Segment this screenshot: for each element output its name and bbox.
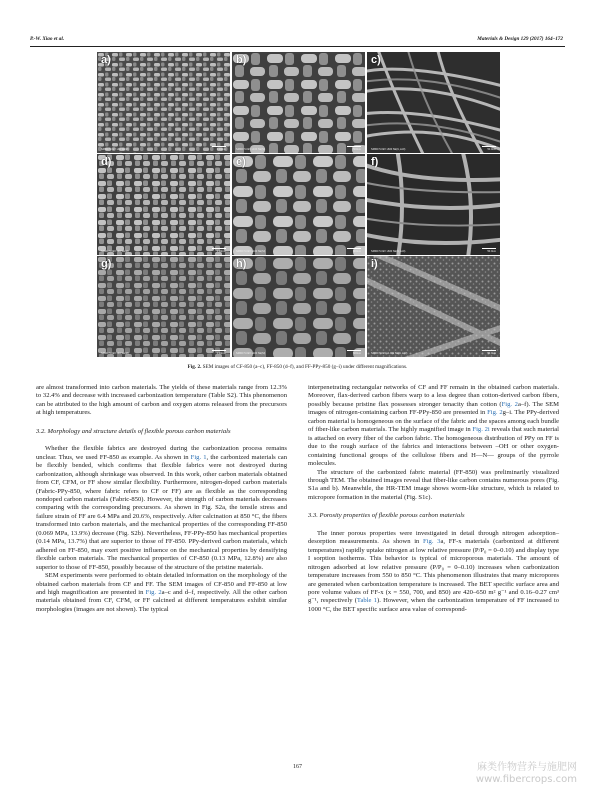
sem-info: S4800 5.0kV x1.00k SE(U,LA0) — [371, 352, 408, 355]
figure-link[interactable]: Fig. 2 — [501, 400, 518, 408]
watermark — [476, 762, 577, 786]
caption-text: SEM images of CF-850 (a–c), FF-850 (d–f), and FF-PPy-850 (g–i) under different magnifications. — [201, 364, 408, 370]
running-header-journal: Materials & Design 129 (2017) 164–172 — [477, 36, 563, 42]
sem-panel-i — [367, 256, 500, 357]
sem-info: S4800 5.0kV x40 SE(M) — [101, 250, 129, 253]
table-link[interactable]: Table 1 — [356, 597, 377, 605]
header-rule — [30, 46, 565, 47]
sem-info: S4800 5.0kV x100 SE(M) — [236, 148, 266, 151]
fiber-texture-image — [367, 52, 500, 153]
figure-link[interactable]: Fig. 2 — [487, 409, 503, 417]
scale-bar: 50.0um — [487, 148, 496, 151]
scale-bar: 50.0um — [487, 352, 496, 355]
section-title: 3.3. Porosity properties of flexible porous carbon materials — [308, 512, 465, 520]
woven-texture-image — [232, 256, 365, 357]
panel-label: a) — [101, 54, 111, 66]
sem-panel-d — [97, 154, 230, 255]
sem-panel-g — [97, 256, 230, 357]
panel-label: i) — [371, 258, 378, 270]
right-column — [308, 384, 559, 614]
scale-bar: 500um — [353, 352, 361, 355]
scale-bar: 50.0um — [487, 250, 496, 253]
panel-label: f) — [371, 156, 379, 168]
sem-panel-h — [232, 256, 365, 357]
panel-label: c) — [371, 54, 381, 66]
sem-panel-c — [367, 52, 500, 153]
woven-texture-image — [232, 154, 365, 255]
sem-panel-b — [232, 52, 365, 153]
fiber-texture-image — [367, 256, 500, 357]
sem-figure — [97, 52, 500, 358]
paragraph: The structure of the carbonized fabric material (FF-850) was preliminarily visualized through TEM. The obtained images reveal that fiber-like carbon contains numerous pores (Fig. S1a and b). Meanwhile, the HR-TEM image shows worm-like structure, which is related to micropore formation in the material (Fig. S1c). — [308, 468, 559, 501]
sem-info: S4800 5.0kV x100 SE(M) — [236, 352, 266, 355]
woven-texture-image — [97, 52, 230, 153]
figure-link[interactable]: Fig. 2 — [145, 588, 162, 596]
panel-label: h) — [236, 258, 247, 270]
figure-link[interactable]: Fig. 1 — [190, 453, 207, 461]
caption-label: Fig. 2. — [187, 364, 202, 370]
scale-bar: 1.00mm — [216, 250, 226, 253]
sem-info: S4800 5.0kV x40 SE(M) — [101, 352, 129, 355]
panel-label: d) — [101, 156, 112, 168]
sem-panel-a — [97, 52, 230, 153]
section-title: 3.2. Morphology and structure details of flexible porous carbon materials — [36, 427, 231, 435]
scale-bar: 1.00mm — [216, 148, 226, 151]
panel-label: g) — [101, 258, 112, 270]
scale-bar: 500um — [353, 250, 361, 253]
sem-info: S4800 5.0kV x40 SE(M) — [101, 148, 129, 151]
paragraph: interpenetrating rectangular networks of CF and FF remain in the obtained carbon materials. Moreover, flax-derived carbon fibers warp to a less degree than cotton-derived carbon fibers, possibly because pristine flax possesses stronger tenacity than cotton (Fig. 2a–f). The SEM images of nitrogen-containing carbon FF-PPy-850 are presented in Fig. 2g–i. The PPy-derived carbon material is homogeneous on the surface of the fabric and the spaces among each bundle of fiber-like carbon materials. The highly magnified image in Fig. 2i reveals that such material is attached on every fiber of the carbon fabric. The homogeneous distribution of PPy on FF is due to the rough surface of the fabrics and interactions between –OH or other oxygen-containing functional groups of the cellulose fibers and H—N— groups of the pyrrole molecules. — [308, 384, 559, 468]
paragraph: The inner porous properties were investigated in detail through nitrogen adsorption–desorption measurements. As shown in Fig. 3a, FF-x materials (carbonized at different temperatures) rapidly uptake nitrogen at low relative pressure (P/P₀ = 0–0.10) and display type I sorption isotherms. This behavior is typical of microporous materials. The amount of nitrogen adsorbed at low relative pressure (P/P₀ = 0–0.10) increases when carbonization temperature increases from 550 to 850 °C. This phenomenon illustrates that many micropores are generated when carbonization temperature is increased. The BET specific surface area and pore volume values of FF-x (x = 550, 700, and 850) are 420–650 m² g⁻¹ and 0.16–0.27 cm³ g⁻¹, respectively (Table 1). However, when the carbonization temperature of FF increased to 1000 °C, the BET specific surface area value of correspond- — [308, 529, 560, 613]
watermark-line: 麻类作物营养与施肥网 — [477, 762, 577, 773]
sem-panel-f — [367, 154, 500, 255]
fiber-texture-image — [367, 154, 500, 255]
left-column — [36, 384, 287, 614]
page-number: 167 — [293, 764, 302, 770]
watermark-url: www.fibercrops.com — [475, 774, 577, 785]
scale-bar: 500um — [353, 148, 361, 151]
paragraph: are almost transformed into carbon materials. The yields of these materials range from 12.3% to 32.4% and decrease with increased carbonization temperature (Table S2). This phenomenon can be attributed to the high amount of carbon and oxygen atoms released from the precursors at high temperatures. — [36, 384, 287, 417]
figure-link[interactable]: Fig. 2i — [472, 426, 490, 434]
paragraph: SEM experiments were performed to obtain detailed information on the morphology of the obtained carbon materials from CF and FF. The SEM images of CF-850 and FF-850 at low and high magnification are presented in Fig. 2a–c and d–f, respectively. All the other carbon materials obtained from CF, CFM, or FF calcined at different temperatures exhibit similar morphologies (images are not shown). The typical — [36, 572, 288, 613]
paragraph: Whether the flexible fabrics are destroyed during the carbonization process remains unclear. Thus, we used FF-850 as example. As shown in Fig. 1, the carbonized materials can be flexibly bended, which confirms that flexible fabrics were not destroyed during carbonization, although shrinkage was observed. In this work, other carbon materials obtained from CF, CFM, or FF show similar flexibility. Furthermore, nitrogen-doped carbon materials (Fabric-PPy-850, where fabric refers to CF or FF) are as flexible as the corresponding nondoped carbon materials (Fabric-850). However, the strength of carbon materials decreases comparing with the corresponding precursors. As shown in Fig. S2a, the tensile stress and failure strain of FF are 6.4 MPa and 20.6%, respectively. After calcination at 850 °C, the fibers transformed into carbon materials, and the mechanical properties of the corresponding FF-850 (0.069 MPa, 13.9%) decrease (Fig. S2b). Nevertheless, FF-PPy-850 has mechanical properties (0.14 MPa, 13.7%) that are superior to those of FF-850. PPy-derived carbon materials, which adhered on FF-850, may exert positive influence on the mechanical properties by densifying flexible carbon materials. The mechanical properties of CF-850 (0.13 MPa, 12.8%) are also superior to those of FF-850, possibly because of the structure of the pristine materials. — [36, 445, 287, 571]
running-header-authors: P.-W. Xiao et al. — [30, 36, 65, 42]
scale-bar: 1.00mm — [216, 352, 226, 355]
figure-caption — [30, 364, 565, 370]
panel-label: b) — [236, 54, 247, 66]
woven-texture-image — [97, 154, 230, 255]
woven-texture-image — [97, 256, 230, 357]
sem-info: S4800 5.0kV x100 SE(M) — [236, 250, 266, 253]
sem-info: S4800 5.0kV x600 SE(U,LA0) — [371, 148, 406, 151]
figure-link[interactable]: Fig. 3 — [423, 538, 441, 546]
panel-label: e) — [236, 156, 246, 168]
sem-panel-e — [232, 154, 365, 255]
woven-texture-image — [232, 52, 365, 153]
sem-info: S4800 5.0kV x600 SE(U,LA0) — [371, 250, 406, 253]
